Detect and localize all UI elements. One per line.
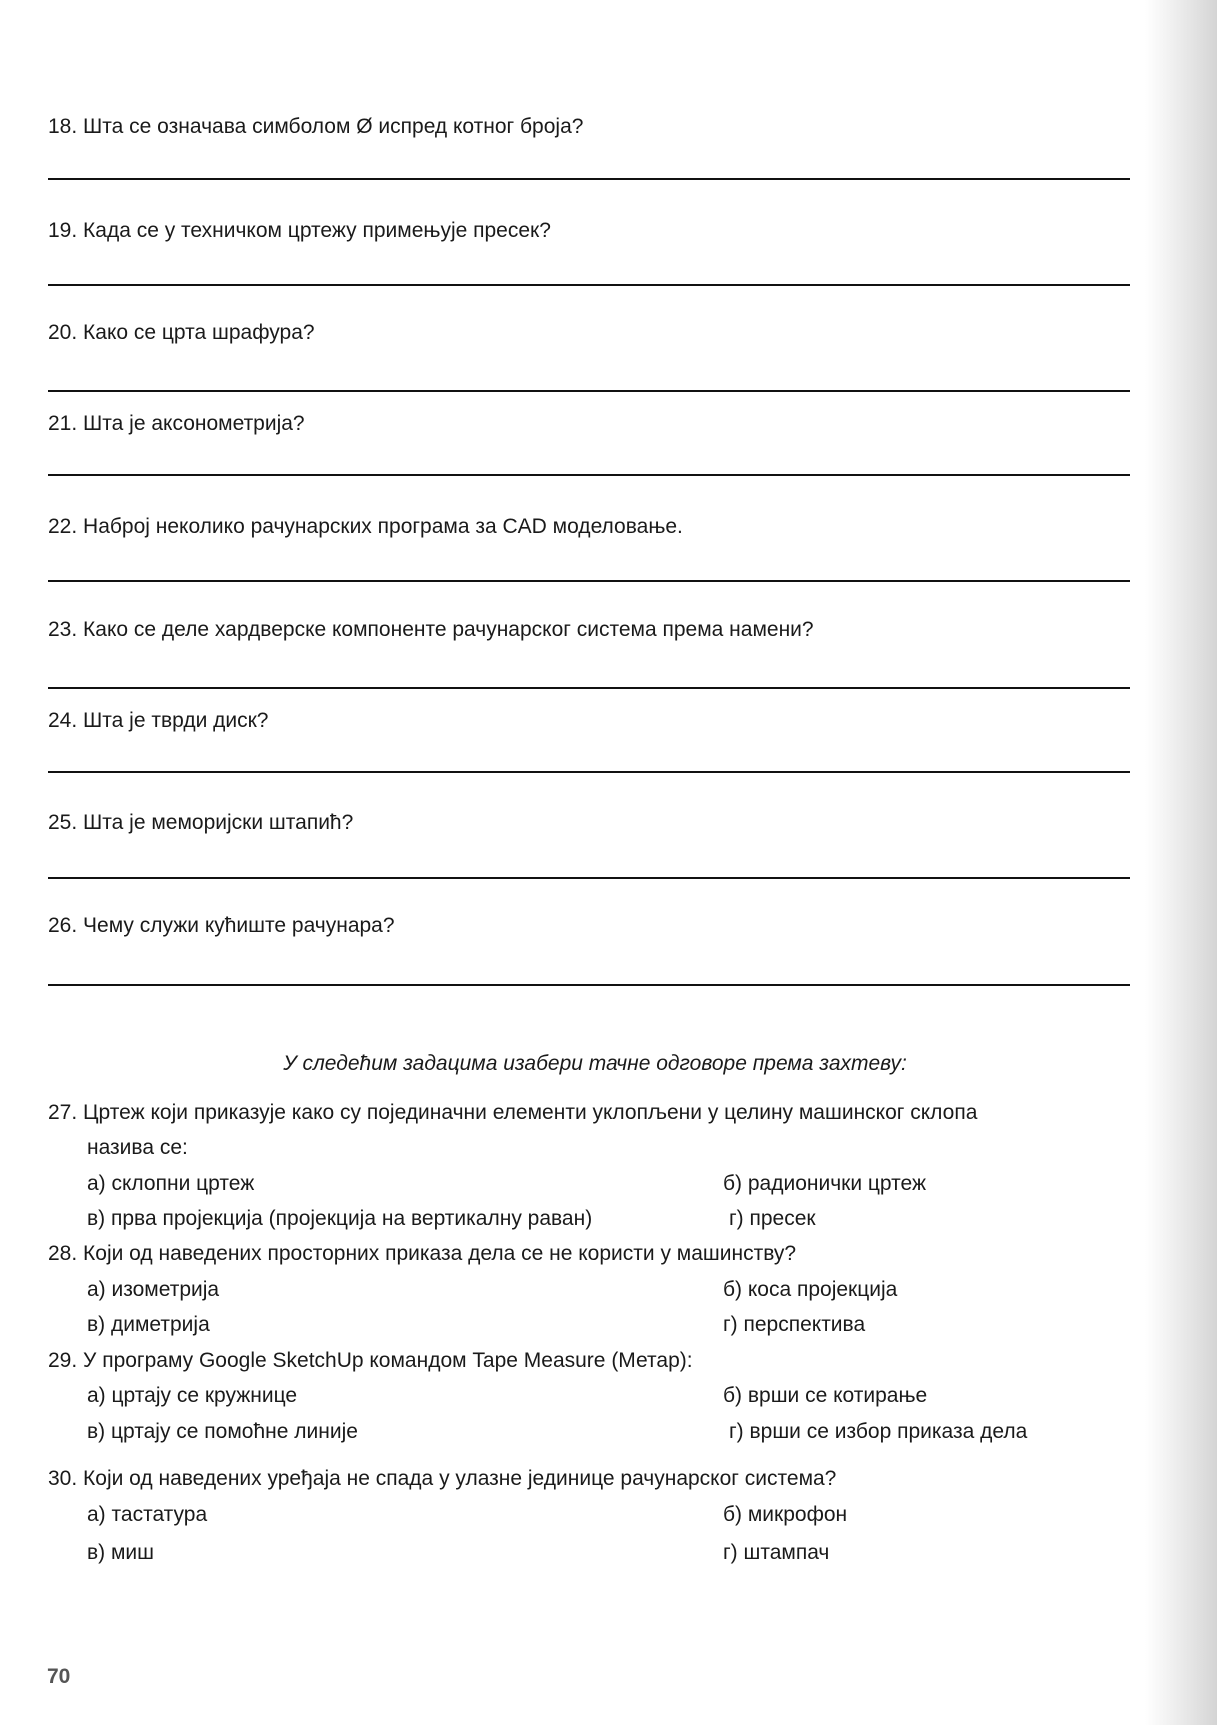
answer-line-19[interactable]	[48, 284, 1130, 286]
answer-line-18[interactable]	[48, 178, 1130, 180]
q29-option-a[interactable]: а) цртају се кружнице	[87, 1384, 298, 1407]
q30-option-b[interactable]: б) микрофон	[723, 1503, 848, 1526]
q27-option-g[interactable]: г) пресек	[729, 1207, 816, 1230]
question-23: 23. Како се деле хардверске компоненте рачунарског система према намени?	[48, 618, 814, 641]
instruction-text: У следећим задацима изабери тачне одговоре према захтеву:	[283, 1052, 907, 1075]
answer-line-23[interactable]	[48, 687, 1130, 689]
question-25: 25. Шта је меморијски штапић?	[48, 811, 354, 834]
question-29: 29. У програму Google SketchUp командом Tape Measure (Метар):	[48, 1349, 693, 1372]
question-24: 24. Шта је тврди диск?	[48, 709, 269, 732]
q29-option-g[interactable]: г) врши се избор приказа дела	[729, 1420, 1028, 1443]
question-18: 18. Шта се означава симболом Ø испред котног броја?	[48, 115, 584, 138]
answer-line-20[interactable]	[48, 390, 1130, 392]
answer-line-25[interactable]	[48, 877, 1130, 879]
q27-option-a[interactable]: а) склопни цртеж	[87, 1172, 255, 1195]
q28-option-v[interactable]: в) диметрија	[87, 1313, 210, 1336]
answer-line-26[interactable]	[48, 984, 1130, 986]
page-edge-shadow	[1145, 0, 1217, 1725]
question-27: 27. Цртеж који приказује како су појединачни елементи уклопљени у целину машинског склопа	[48, 1101, 978, 1124]
answer-line-21[interactable]	[48, 474, 1130, 476]
answer-line-22[interactable]	[48, 580, 1130, 582]
q28-option-b[interactable]: б) коса пројекција	[723, 1278, 898, 1301]
answer-line-24[interactable]	[48, 771, 1130, 773]
question-27-continuation: назива се:	[87, 1136, 188, 1159]
question-22: 22. Наброј неколико рачунарских програма за CAD моделовање.	[48, 515, 683, 538]
question-20: 20. Како се црта шрафура?	[48, 321, 315, 344]
page-number: 70	[47, 1665, 71, 1688]
q28-option-g[interactable]: г) перспектива	[723, 1313, 866, 1336]
question-19: 19. Када се у техничком цртежу примењује пресек?	[48, 219, 551, 242]
q30-option-a[interactable]: а) тастатура	[87, 1503, 208, 1526]
q30-option-g[interactable]: г) штампач	[723, 1541, 830, 1564]
question-26: 26. Чему служи кућиште рачунара?	[48, 914, 395, 937]
q29-option-v[interactable]: в) цртају се помоћне линије	[87, 1420, 358, 1443]
question-21: 21. Шта је аксонометрија?	[48, 412, 305, 435]
q28-option-a[interactable]: а) изометрија	[87, 1278, 220, 1301]
q29-option-b[interactable]: б) врши се котирање	[723, 1384, 928, 1407]
question-28: 28. Који од наведених просторних приказа дела се не користи у машинству?	[48, 1242, 797, 1265]
q30-option-v[interactable]: в) миш	[87, 1541, 154, 1564]
q27-option-b[interactable]: б) радионички цртеж	[723, 1172, 927, 1195]
q27-option-v[interactable]: в) прва пројекција (пројекција на вертикалну раван)	[87, 1207, 593, 1230]
question-30: 30. Који од наведених уређаја не спада у улазне јединице рачунарског система?	[48, 1467, 837, 1490]
